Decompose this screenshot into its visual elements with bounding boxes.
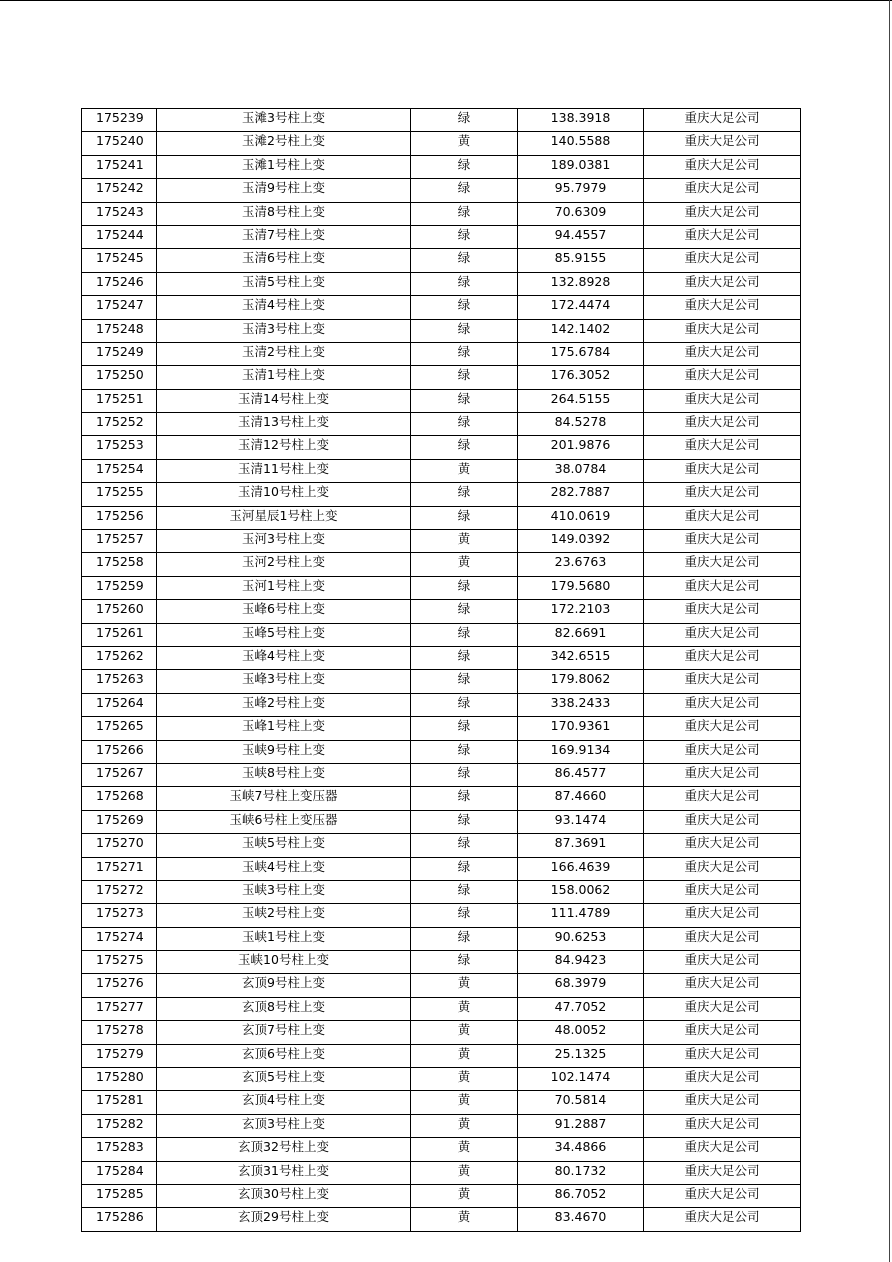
cell-status: 绿 [411,342,518,365]
cell-status: 绿 [411,366,518,389]
cell-id: 175273 [82,904,157,927]
table-row [82,646,801,669]
cell-company: 重庆大足公司 [644,202,801,225]
cell-company: 重庆大足公司 [644,530,801,553]
cell-value: 140.5588 [518,132,644,155]
cell-company: 重庆大足公司 [644,132,801,155]
cell-id: 175281 [82,1091,157,1114]
table-row [82,179,801,202]
cell-company: 重庆大足公司 [644,436,801,459]
table-row [82,1021,801,1044]
cell-status: 黄 [411,553,518,576]
cell-company: 重庆大足公司 [644,787,801,810]
cell-company: 重庆大足公司 [644,179,801,202]
cell-id: 175261 [82,623,157,646]
cell-id: 175254 [82,459,157,482]
cell-status: 绿 [411,927,518,950]
cell-name: 玉河1号柱上变 [157,576,411,599]
cell-id: 175286 [82,1208,157,1231]
table-row [82,857,801,880]
cell-value: 80.1732 [518,1161,644,1184]
cell-name: 玉峰1号柱上变 [157,717,411,740]
cell-value: 201.9876 [518,436,644,459]
cell-company: 重庆大足公司 [644,693,801,716]
cell-status: 绿 [411,436,518,459]
cell-name: 玄顶31号柱上变 [157,1161,411,1184]
cell-name: 玉清1号柱上变 [157,366,411,389]
cell-company: 重庆大足公司 [644,1161,801,1184]
cell-value: 70.6309 [518,202,644,225]
cell-company: 重庆大足公司 [644,857,801,880]
cell-company: 重庆大足公司 [644,296,801,319]
cell-status: 绿 [411,670,518,693]
cell-status: 绿 [411,810,518,833]
cell-id: 175256 [82,506,157,529]
page-edge-right [889,0,890,1262]
cell-value: 132.8928 [518,272,644,295]
cell-status: 绿 [411,857,518,880]
cell-id: 175280 [82,1068,157,1091]
cell-id: 175276 [82,974,157,997]
cell-value: 142.1402 [518,319,644,342]
cell-name: 玉清8号柱上变 [157,202,411,225]
cell-company: 重庆大足公司 [644,272,801,295]
table-row [82,553,801,576]
cell-id: 175246 [82,272,157,295]
table-row [82,693,801,716]
cell-value: 179.5680 [518,576,644,599]
cell-name: 玉峡3号柱上变 [157,880,411,903]
cell-status: 绿 [411,272,518,295]
cell-company: 重庆大足公司 [644,670,801,693]
cell-status: 黄 [411,974,518,997]
table-row [82,155,801,178]
cell-id: 175255 [82,483,157,506]
cell-id: 175277 [82,997,157,1020]
cell-name: 玉峡1号柱上变 [157,927,411,950]
cell-name: 玉峡5号柱上变 [157,834,411,857]
cell-name: 玄顶5号柱上变 [157,1068,411,1091]
cell-value: 175.6784 [518,342,644,365]
cell-status: 黄 [411,1161,518,1184]
cell-value: 342.6515 [518,646,644,669]
cell-status: 绿 [411,623,518,646]
cell-company: 重庆大足公司 [644,1184,801,1207]
table-row [82,272,801,295]
cell-name: 玉滩1号柱上变 [157,155,411,178]
table-row [82,834,801,857]
cell-name: 玉清14号柱上变 [157,389,411,412]
cell-status: 黄 [411,530,518,553]
cell-name: 玉河星辰1号柱上变 [157,506,411,529]
cell-status: 黄 [411,132,518,155]
table-row [82,763,801,786]
cell-value: 68.3979 [518,974,644,997]
cell-name: 玉峰2号柱上变 [157,693,411,716]
cell-name: 玉峰3号柱上变 [157,670,411,693]
cell-id: 175243 [82,202,157,225]
cell-value: 90.6253 [518,927,644,950]
cell-id: 175242 [82,179,157,202]
cell-id: 175282 [82,1114,157,1137]
table-row [82,576,801,599]
cell-status: 黄 [411,1114,518,1137]
table-row [82,436,801,459]
cell-id: 175244 [82,225,157,248]
table-row [82,1184,801,1207]
cell-company: 重庆大足公司 [644,1138,801,1161]
cell-name: 玄顶8号柱上变 [157,997,411,1020]
table-row [82,202,801,225]
table-row [82,132,801,155]
cell-name: 玄顶6号柱上变 [157,1044,411,1067]
cell-company: 重庆大足公司 [644,623,801,646]
cell-status: 绿 [411,717,518,740]
cell-id: 175250 [82,366,157,389]
cell-id: 175263 [82,670,157,693]
cell-status: 黄 [411,1068,518,1091]
cell-company: 重庆大足公司 [644,974,801,997]
cell-status: 绿 [411,155,518,178]
table-row [82,600,801,623]
cell-status: 绿 [411,787,518,810]
table-row [82,810,801,833]
cell-name: 玉清7号柱上变 [157,225,411,248]
cell-company: 重庆大足公司 [644,576,801,599]
table-row [82,974,801,997]
cell-id: 175248 [82,319,157,342]
table-row [82,342,801,365]
cell-id: 175262 [82,646,157,669]
cell-value: 338.2433 [518,693,644,716]
cell-status: 黄 [411,1021,518,1044]
cell-name: 玉清6号柱上变 [157,249,411,272]
table-row [82,109,801,132]
cell-status: 绿 [411,763,518,786]
table-row [82,1114,801,1137]
cell-name: 玄顶29号柱上变 [157,1208,411,1231]
cell-company: 重庆大足公司 [644,249,801,272]
cell-status: 黄 [411,1208,518,1231]
cell-id: 175264 [82,693,157,716]
cell-status: 绿 [411,646,518,669]
cell-id: 175253 [82,436,157,459]
cell-company: 重庆大足公司 [644,155,801,178]
cell-company: 重庆大足公司 [644,483,801,506]
cell-value: 138.3918 [518,109,644,132]
cell-value: 282.7887 [518,483,644,506]
cell-value: 176.3052 [518,366,644,389]
table-row [82,530,801,553]
cell-id: 175283 [82,1138,157,1161]
cell-name: 玉清4号柱上变 [157,296,411,319]
cell-company: 重庆大足公司 [644,1208,801,1231]
table-row [82,927,801,950]
cell-company: 重庆大足公司 [644,366,801,389]
page-edge-top [0,0,892,1]
cell-company: 重庆大足公司 [644,389,801,412]
table-row [82,1138,801,1161]
cell-name: 玉峡4号柱上变 [157,857,411,880]
cell-company: 重庆大足公司 [644,880,801,903]
table-row [82,1044,801,1067]
cell-name: 玉清11号柱上变 [157,459,411,482]
cell-name: 玉峡7号柱上变压器 [157,787,411,810]
cell-status: 绿 [411,740,518,763]
cell-name: 玄顶4号柱上变 [157,1091,411,1114]
cell-name: 玉清5号柱上变 [157,272,411,295]
cell-name: 玉峡2号柱上变 [157,904,411,927]
cell-value: 48.0052 [518,1021,644,1044]
cell-id: 175265 [82,717,157,740]
cell-name: 玄顶30号柱上变 [157,1184,411,1207]
cell-id: 175279 [82,1044,157,1067]
cell-company: 重庆大足公司 [644,1091,801,1114]
cell-value: 86.4577 [518,763,644,786]
cell-id: 175285 [82,1184,157,1207]
cell-value: 169.9134 [518,740,644,763]
cell-company: 重庆大足公司 [644,810,801,833]
cell-value: 84.5278 [518,413,644,436]
cell-value: 38.0784 [518,459,644,482]
cell-company: 重庆大足公司 [644,109,801,132]
cell-id: 175274 [82,927,157,950]
cell-name: 玉峡9号柱上变 [157,740,411,763]
cell-name: 玉清13号柱上变 [157,413,411,436]
cell-name: 玉清3号柱上变 [157,319,411,342]
cell-value: 172.2103 [518,600,644,623]
cell-value: 149.0392 [518,530,644,553]
cell-status: 绿 [411,576,518,599]
cell-name: 玄顶9号柱上变 [157,974,411,997]
table-row [82,1161,801,1184]
cell-status: 绿 [411,880,518,903]
cell-status: 绿 [411,296,518,319]
cell-id: 175240 [82,132,157,155]
table-row [82,904,801,927]
table-row [82,997,801,1020]
cell-id: 175268 [82,787,157,810]
cell-id: 175245 [82,249,157,272]
cell-status: 绿 [411,834,518,857]
cell-company: 重庆大足公司 [644,413,801,436]
cell-value: 179.8062 [518,670,644,693]
cell-name: 玉峡10号柱上变 [157,951,411,974]
cell-value: 84.9423 [518,951,644,974]
cell-id: 175249 [82,342,157,365]
cell-value: 102.1474 [518,1068,644,1091]
cell-value: 82.6691 [518,623,644,646]
cell-company: 重庆大足公司 [644,927,801,950]
cell-value: 87.4660 [518,787,644,810]
cell-status: 黄 [411,1184,518,1207]
cell-status: 绿 [411,600,518,623]
cell-status: 绿 [411,249,518,272]
cell-company: 重庆大足公司 [644,646,801,669]
cell-status: 黄 [411,1091,518,1114]
cell-status: 黄 [411,459,518,482]
cell-status: 黄 [411,997,518,1020]
table-row [82,249,801,272]
cell-value: 172.4474 [518,296,644,319]
cell-company: 重庆大足公司 [644,553,801,576]
cell-id: 175259 [82,576,157,599]
cell-id: 175267 [82,763,157,786]
cell-name: 玄顶7号柱上变 [157,1021,411,1044]
cell-value: 87.3691 [518,834,644,857]
cell-id: 175241 [82,155,157,178]
cell-value: 70.5814 [518,1091,644,1114]
table-row [82,880,801,903]
cell-status: 绿 [411,413,518,436]
cell-id: 175284 [82,1161,157,1184]
cell-status: 绿 [411,904,518,927]
cell-id: 175278 [82,1021,157,1044]
cell-status: 绿 [411,951,518,974]
cell-company: 重庆大足公司 [644,1114,801,1137]
cell-value: 85.9155 [518,249,644,272]
cell-id: 175260 [82,600,157,623]
cell-company: 重庆大足公司 [644,600,801,623]
cell-id: 175251 [82,389,157,412]
table-row [82,296,801,319]
table-row [82,1068,801,1091]
cell-company: 重庆大足公司 [644,904,801,927]
cell-status: 绿 [411,202,518,225]
cell-value: 410.0619 [518,506,644,529]
cell-value: 34.4866 [518,1138,644,1161]
cell-name: 玉峡6号柱上变压器 [157,810,411,833]
cell-status: 绿 [411,109,518,132]
cell-company: 重庆大足公司 [644,997,801,1020]
cell-id: 175270 [82,834,157,857]
table-row [82,1208,801,1231]
transformer-table [81,108,801,1232]
table-row [82,225,801,248]
table-row [82,1091,801,1114]
cell-name: 玉峡8号柱上变 [157,763,411,786]
table-row [82,413,801,436]
cell-value: 189.0381 [518,155,644,178]
cell-id: 175271 [82,857,157,880]
cell-value: 25.1325 [518,1044,644,1067]
table-row [82,459,801,482]
cell-status: 绿 [411,179,518,202]
cell-name: 玉峰5号柱上变 [157,623,411,646]
cell-name: 玉河2号柱上变 [157,553,411,576]
cell-status: 绿 [411,483,518,506]
cell-value: 94.4557 [518,225,644,248]
cell-company: 重庆大足公司 [644,1021,801,1044]
table-row [82,319,801,342]
table-row [82,787,801,810]
cell-name: 玄顶32号柱上变 [157,1138,411,1161]
cell-id: 175252 [82,413,157,436]
cell-name: 玉滩2号柱上变 [157,132,411,155]
cell-id: 175272 [82,880,157,903]
cell-id: 175258 [82,553,157,576]
cell-company: 重庆大足公司 [644,740,801,763]
cell-name: 玉清9号柱上变 [157,179,411,202]
cell-status: 绿 [411,389,518,412]
cell-value: 93.1474 [518,810,644,833]
table-row [82,389,801,412]
cell-status: 绿 [411,225,518,248]
table-row [82,506,801,529]
cell-id: 175275 [82,951,157,974]
cell-company: 重庆大足公司 [644,459,801,482]
cell-company: 重庆大足公司 [644,225,801,248]
cell-id: 175239 [82,109,157,132]
cell-value: 91.2887 [518,1114,644,1137]
cell-company: 重庆大足公司 [644,1044,801,1067]
cell-id: 175257 [82,530,157,553]
cell-company: 重庆大足公司 [644,834,801,857]
table-row [82,483,801,506]
cell-name: 玉清12号柱上变 [157,436,411,459]
cell-status: 黄 [411,1044,518,1067]
table-row [82,951,801,974]
cell-company: 重庆大足公司 [644,1068,801,1091]
cell-id: 175247 [82,296,157,319]
cell-name: 玉滩3号柱上变 [157,109,411,132]
cell-value: 170.9361 [518,717,644,740]
cell-value: 95.7979 [518,179,644,202]
cell-company: 重庆大足公司 [644,763,801,786]
cell-value: 264.5155 [518,389,644,412]
table-row [82,670,801,693]
cell-name: 玉河3号柱上变 [157,530,411,553]
cell-value: 47.7052 [518,997,644,1020]
cell-id: 175266 [82,740,157,763]
cell-value: 158.0062 [518,880,644,903]
cell-value: 83.4670 [518,1208,644,1231]
cell-company: 重庆大足公司 [644,951,801,974]
cell-company: 重庆大足公司 [644,717,801,740]
cell-name: 玉清10号柱上变 [157,483,411,506]
cell-value: 23.6763 [518,553,644,576]
cell-value: 111.4789 [518,904,644,927]
cell-id: 175269 [82,810,157,833]
cell-status: 绿 [411,506,518,529]
table-row [82,717,801,740]
cell-name: 玄顶3号柱上变 [157,1114,411,1137]
cell-name: 玉峰6号柱上变 [157,600,411,623]
table-row [82,740,801,763]
cell-value: 166.4639 [518,857,644,880]
cell-status: 绿 [411,693,518,716]
cell-name: 玉峰4号柱上变 [157,646,411,669]
cell-status: 绿 [411,319,518,342]
table-body [82,109,801,1232]
cell-name: 玉清2号柱上变 [157,342,411,365]
cell-company: 重庆大足公司 [644,319,801,342]
cell-value: 86.7052 [518,1184,644,1207]
table-row [82,623,801,646]
table-row [82,366,801,389]
cell-company: 重庆大足公司 [644,342,801,365]
cell-company: 重庆大足公司 [644,506,801,529]
cell-status: 黄 [411,1138,518,1161]
